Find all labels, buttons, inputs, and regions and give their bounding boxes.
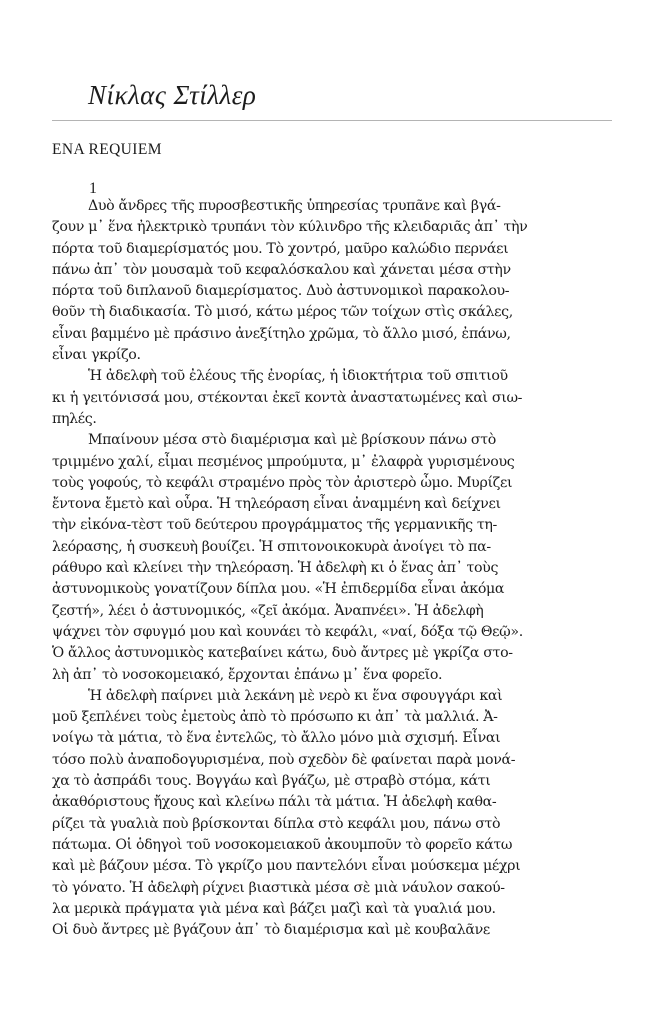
paragraph: Δυὸ ἄνδρες τῆς πυροσβεστικῆς ὑπηρεσίας τρυπᾶνε καὶ βγά- ζουν μ᾿ ἕνα ἠλεκτρικὸ τρυπάνι τὸν κύλινδρο τῆς κλειδαριᾶς ἀπ᾿ τὴν πόρτα τοῦ διαμερίσματός μου. Τὸ χοντρό, μαῦρο καλώδιο περνάει πάνω ἀπ᾿ τὸν μουσαμὰ τοῦ κεφαλόσκαλου καὶ χάνεται μέσα στὴν πόρτα τοῦ διπλανοῦ διαμερίσματος. Δυὸ ἀστυνομικοὶ παρακολου- θοῦν τὴ διαδικασία. Τὸ μισό, κάτω μέρος τῶν τοίχων στὶς σκάλες, εἶναι βαμμένο μὲ πράσινο ἀνεξίτηλο χρῶμα, τὸ ἄλλο μισό, ἐπάνω, εἶναι γκρίζο. — [52, 198, 528, 364]
section-number: 1 — [89, 180, 97, 197]
paragraph: Ἡ ἀδελφὴ παίρνει μιὰ λεκάνη μὲ νερὸ κι ἕνα σφουγγάρι καὶ μοῦ ξεπλένει τοὺς ἐμετοὺς ἀπὸ τὸ πρόσωπο κι ἀπ᾿ τὰ μαλλιά. Ἀ- νοίγω τὰ μάτια, τὸ ἕνα ἐντελῶς, τὸ ἄλλο μόνο μιὰ σχισμή. Εἶναι τόσο πολὺ ἀναποδογυρισμένα, ποὺ σχεδὸν δὲ φαίνεται παρὰ μονά- χα τὸ ἀσπράδι τους. Βογγάω καὶ βγάζω, μὲ στραβὸ στόμα, κάτι ἀκαθόριστους ἤχους καὶ κλείνω πάλι τὰ μάτια. Ἡ ἀδελφὴ καθα- ρίζει τὰ γυαλιὰ ποὺ βρίσκονται δίπλα στὸ κεφάλι μου, πάνω στὸ πάτωμα. Οἱ ὁδηγοὶ τοῦ νοσοκομειακοῦ ἀκουμποῦν τὸ φορεῖο κάτω καὶ μὲ βάζουν μέσα. Τὸ γκρίζο μου παντελόνι εἶναι μούσκεμα μέχρι τὸ γόνατο. Ἡ ἀδελφὴ ρίχνει βιαστικὰ μέσα σὲ μιὰ νάυλον σακού- λα μερικὰ πράγματα γιὰ μένα καὶ βάζει μαζὶ καὶ τὰ γυαλιά μου. Οἱ δυὸ ἄντρες μὲ βγάζουν ἀπ᾿ τὸ διαμέρισμα καὶ μὲ κουβαλᾶνε — [52, 687, 521, 939]
story-title: ΕΝΑ REQUIEM — [52, 141, 162, 158]
paragraph: Μπαίνουν μέσα στὸ διαμέρισμα καὶ μὲ βρίσκουν πάνω στὸ τριμμένο χαλί, εἶμαι πεσμένος μπρούμυτα, μ᾿ ἐλαφρὰ γυρισμένους τοὺς γοφούς, τὸ κεφάλι στραμένο πρὸς τὸν ἀριστερὸ ὦμο. Μυρίζει ἔντονα ἔμετὸ καὶ οὖρα. Ἡ τηλεόραση εἶναι ἀναμμένη καὶ δείχνει τὴν εἰκόνα-τὲστ τοῦ δεύτερου προγράμματος τῆς γερμανικῆς τη- λεόρασης, ἡ συσκευὴ βουίζει. Ἡ σπιτονοικοκυρὰ ἀνοίγει τὸ πα- ράθυρο καὶ κλείνει τὴν τηλεόραση. Ἡ ἀδελφὴ κι ὁ ἕνας ἀπ᾿ τοὺς ἀστυνομικοὺς γονατίζουν δίπλα μου. «Ἡ ἐπιδερμίδα εἶναι ἀκόμα ζεστή», λέει ὁ ἀστυνομικός, «ζεῖ ἀκόμα. Ἀναπνέει». Ἡ ἀδελφὴ ψάχνει τὸν σφυγμό μου καὶ κουνάει τὸ κεφάλι, «ναί, δόξα τῷ Θεῷ». Ὁ ἄλλος ἀστυνομικὸς κατεβαίνει κάτω, δυὸ ἄντρες μὲ γκρίζα στο- λὴ ἀπ᾿ τὸ νοσοκομειακό, ἔρχονται ἐπάνω μ᾿ ἕνα φορεῖο. — [52, 432, 523, 683]
paragraph: Ἡ ἀδελφὴ τοῦ ἐλέους τῆς ἐνορίας, ἡ ἰδιοκτήτρια τοῦ σπιτιοῦ κι ἡ γειτόνισσά μου, στέκονται ἐκεῖ κοντὰ ἀναστατωμένες καὶ σιω- πηλές. — [52, 368, 523, 427]
author-name: Νίκλας Στίλλερ — [88, 80, 257, 110]
header-divider — [52, 120, 612, 121]
story-body — [52, 196, 612, 941]
